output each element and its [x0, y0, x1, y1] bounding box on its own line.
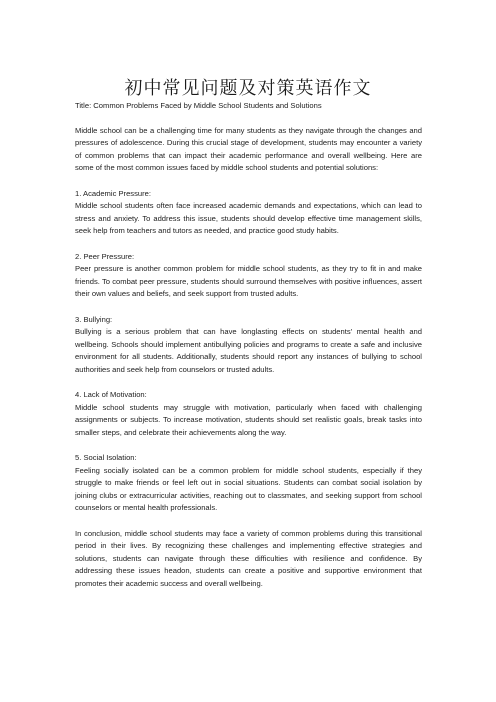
document-body: [75, 100, 422, 603]
section-heading: 4. Lack of Motivation:: [75, 390, 147, 400]
section-body: Feeling socially isolated can be a common problem for middle school students, especially if they struggle to make friends or feel left out in social situations. Students can combat social isolation by joining clubs or extracurricular activities, reaching out to classmates, and seeking support from school counselors or mental health professionals.: [75, 465, 422, 513]
section-body: Peer pressure is another common problem for middle school students, as they try to fit in and make friends. To combat peer pressure, students should surround themselves with positive influences, assert their own values and beliefs, and seek support from trusted adults.: [75, 264, 422, 299]
section-heading: 5. Social Isolation:: [75, 453, 137, 463]
section-heading: 3. Bullying:: [75, 314, 113, 324]
intro-paragraph: Middle school can be a challenging time for many students as they navigate through the changes and pressures of adolescence. During this crucial stage of development, students may encounter a variety of common problems that can impact their academic performance and overall wellbeing. Here are some of the most common issues faced by middle school students and potential solutions:: [75, 125, 422, 173]
section-body: Middle school students may struggle with motivation, particularly when faced with challenging assignments or subjects. To increase motivation, students should set realistic goals, break tasks into smaller steps, and celebrate their achievements along the way.: [75, 402, 422, 437]
document-subtitle: Title: Common Problems Faced by Middle School Students and Solutions: [75, 101, 322, 110]
section-lack-of-motivation: [75, 389, 422, 439]
section-social-isolation: [75, 452, 422, 515]
section-body: Middle school students often face increased academic demands and expectations, which can lead to stress and anxiety. To address this issue, students should develop effective time management skills, seek help from teachers and tutors as needed, and practice good study habits.: [75, 201, 422, 236]
section-body: Bullying is a serious problem that can have longlasting effects on students' mental health and wellbeing. Schools should implement antibullying policies and programs to create a safe and inclusive environment for all students. Additionally, students should report any instances of bullying to school authorities and seek help from counselors or trusted adults.: [75, 327, 422, 374]
section-heading: 2. Peer Pressure:: [75, 251, 135, 261]
section-bullying: [75, 314, 422, 377]
section-academic-pressure: [75, 188, 422, 238]
conclusion-paragraph: In conclusion, middle school students may face a variety of common problems during this transitional period in their lives. By recognizing these challenges and implementing effective strategies and solutions, students can navigate through these difficulties with resilience and confidence. By addressing these issues headon, students can create a positive and supportive environment that promotes their academic success and overall wellbeing.: [75, 528, 422, 588]
document-heading: 初中常见问题及对策英语作文: [124, 78, 372, 99]
section-peer-pressure: [75, 251, 422, 301]
section-heading: 1. Academic Pressure:: [75, 188, 151, 198]
